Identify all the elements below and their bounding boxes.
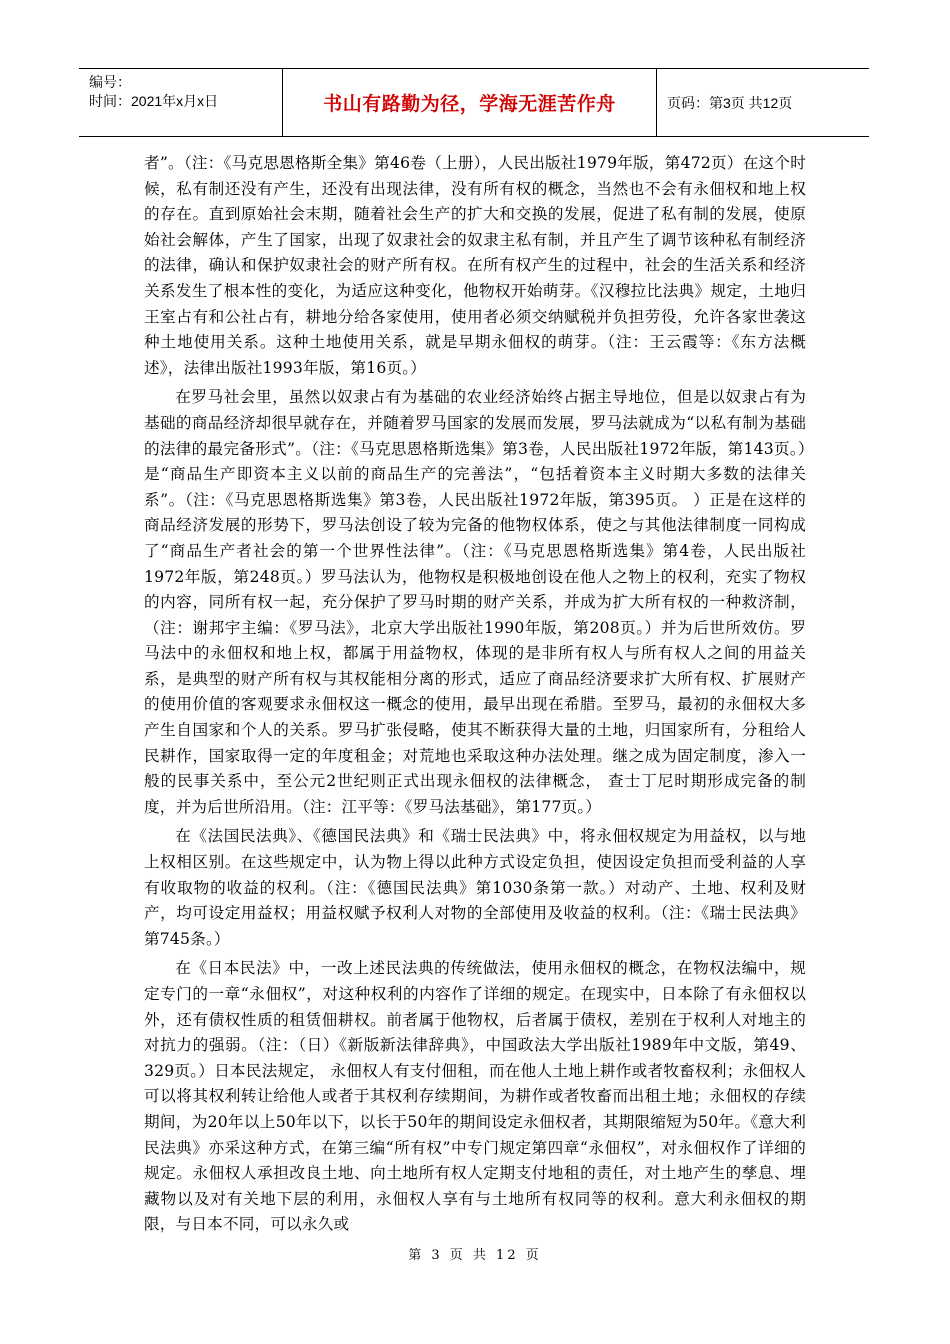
date-text: 时间：2021年x月x日 [89,93,219,109]
footer-page-number: 第 3 页 共 12 页 [408,1248,542,1263]
paragraph-2: 在罗马社会里，虽然以奴隶占有为基础的农业经济始终占据主导地位，但是以奴隶占有为基础的商品经济却很早就存在，并随着罗马国家的发展而发展，罗马法就成为“以私有制为基础的法律的最完备形式”。（注：《马克思恩格斯选集》第3卷，人民出版社1972年版，第143页。）是“商品生产即资本主义以前的商品生产的完善法”，“包括着资本主义时期大多数的法律关系”。（注：《马克思恩格斯选集》第3卷，人民出版社1972年版，第395页。 ）正是在这样的商品经济发展的形势下，罗马法创设了较为完备的他物权体系，使之与其他法律制度一同构成了“商品生产者社会的第一个世界性法律”。（注：《马克思恩格斯选集》第4卷，人民出版社1972年版，第248页。）罗马法认为，他物权是积极地创设在他人之物上的权利，充实了物权的内容，同所有权一起，充分保护了罗马时期的财产关系，并成为扩大所有权的一种救济制，（注：谢邦宇主编：《罗马法》，北京大学出版社1990年版，第208页。）并为后世所效仿。罗马法中的永佃权和地上权，都属于用益物权，体现的是非所有权人与所有权人之间的用益关系，是典型的财产所有权与其权能相分离的形式，适应了商品经济要求扩大所有权、扩展财产的使用价值的客观要求永佃权这一概念的使用，最早出现在希腊。至罗马，最初的永佃权大多产生自国家和个人的关系。罗马扩张侵略，使其不断获得大量的土地，归国家所有，分租给人民耕作，国家取得一定的年度租金；对荒地也采取这种办法处理。继之成为固定制度，渗入一般的民事关系中，至公元2世纪则正式出现永佃权的法律概念， 查士丁尼时期形成完备的制度，并为后世所沿用。（注：江平等：《罗马法基础》，第177页。） [144,388,806,816]
header-page-info: 页码：第3页 共12页 [667,94,793,111]
page-footer [0,1244,950,1263]
paragraph-4: 在《日本民法》中，一改上述民法典的传统做法，使用永佃权的概念，在物权法编中，规定专门的一章“永佃权”，对这种权利的内容作了详细的规定。在现实中，日本除了有永佃权以外，还有债权性质的租赁佃耕权。前者属于他物权，后者属于债权，差别在于权利人对地主的对抗力的强弱。（注：（日）《新版新法律辞典》，中国政法大学出版社1989年中文版，第49、329页。）日本民法规定， 永佃权人有支付佃租，而在他人土地上耕作或者牧畜权利；永佃权人可以将其权利转让给他人或者于其权利存续期间，为耕作或者牧畜而出租土地；永佃权的存续期间，为20年以上50年以下，以长于50年的期间设定永佃权者，其期限缩短为50年。《意大利民法典》亦采这种方式，在第三编“所有权”中专门规定第四章“永佃权”，对永佃权作了详细的规定。永佃权人承担改良土地、向土地所有权人定期支付地租的责任，对土地产生的孳息、埋藏物以及对有关地下层的利用，永佃权人享有与土地所有权同等的权利。意大利永佃权的期限，与日本不同，可以永久或 [144,959,806,1234]
header-page-cell [657,69,869,136]
header-motto: 书山有路勤为径，学海无涯苦作舟 [323,93,616,115]
doc-number-label: 编号： [89,74,131,90]
header-meta-cell [79,69,283,136]
paragraph-3: 在《法国民法典》、《德国民法典》和《瑞士民法典》中，将永佃权规定为用益权，以与地上权相区别。在这些规定中，认为物上得以此种方式设定负担，使因设定负担而受利益的人享有收取物的收益的权利。（注：《德国民法典》第1030条第一款。）对动产、土地、权利及财产，均可设定用益权；用益权赋予权利人对物的全部使用及收益的权利。（注：《瑞士民法典》第745条。） [144,827,806,948]
paragraph-1: 者”。（注：《马克思恩格斯全集》第46卷（上册），人民出版社1979年版，第472页）在这个时候，私有制还没有产生，还没有出现法律，没有所有权的概念，当然也不会有永佃权和地上权的存在。直到原始社会末期，随着社会生产的扩大和交换的发展，促进了私有制的发展，使原始社会解体，产生了国家，出现了奴隶社会的奴隶主私有制，并且产生了调节该种私有制经济的法律，确认和保护奴隶社会的财产所有权。在所有权产生的过程中，社会的生活关系和经济关系发生了根本性的变化，为适应这种变化，他物权开始萌芽。《汉穆拉比法典》规定，土地归王室占有和公社占有，耕地分给各家使用，使用者必须交纳赋税并负担劳役，允许各家世袭这种土地使用关系。这种土地使用关系，就是早期永佃权的萌芽。（注：王云霞等：《东方法概述》，法律出版社1993年版，第16页。） [144,154,806,377]
header-motto-cell [283,69,657,136]
document-body [144,151,806,1238]
page-header [79,68,869,137]
